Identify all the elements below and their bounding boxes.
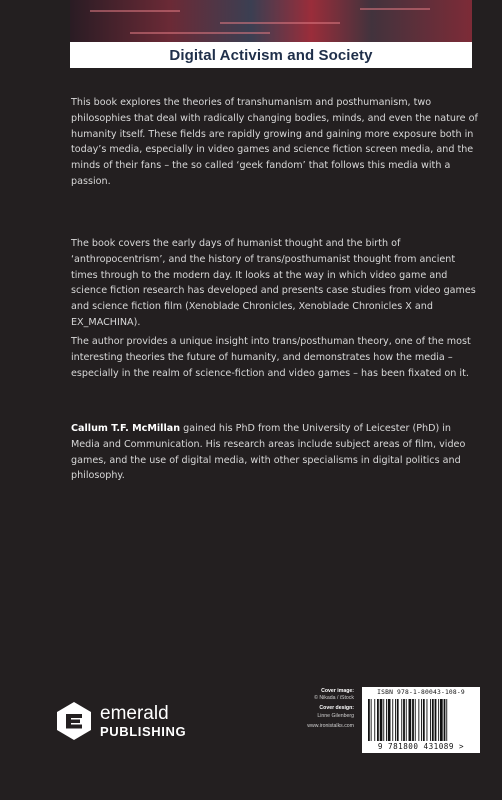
cover-image-label: Cover image: bbox=[321, 688, 354, 694]
designer-website: www.ironistalks.com bbox=[307, 722, 354, 729]
cover-image-credit: © Nikada / iStock bbox=[314, 695, 354, 702]
front-cover-image-strip bbox=[70, 0, 472, 42]
cover-design-label: Cover design: bbox=[319, 705, 354, 712]
author-bio-text: gained his PhD from the University of Leicester (PhD) in Media and Communication. His research areas include subject areas of film, video games, and the use of digital media, with other specialisms in digital politics and philosophy. bbox=[71, 423, 466, 482]
cover-credits bbox=[296, 688, 354, 730]
barcode-bar bbox=[388, 699, 391, 741]
barcode-bar bbox=[432, 699, 434, 741]
publisher-word-emerald: emerald bbox=[100, 703, 169, 724]
barcode-bar bbox=[435, 699, 437, 741]
author-bio bbox=[71, 421, 479, 484]
barcode-bar bbox=[401, 699, 402, 741]
cover-design-credit: Linne Gilenberg bbox=[317, 712, 354, 719]
barcode-bar bbox=[386, 699, 387, 741]
barcode-bar bbox=[430, 699, 431, 741]
barcode-bar bbox=[415, 699, 416, 741]
barcode-bar bbox=[421, 699, 422, 741]
barcode-bars bbox=[368, 699, 474, 741]
barcode-bar bbox=[438, 699, 439, 741]
barcode-bar bbox=[383, 699, 384, 741]
barcode-bar bbox=[444, 699, 446, 741]
barcode-bar bbox=[374, 699, 375, 741]
isbn-barcode bbox=[362, 687, 480, 753]
blurb-paragraph-3: The author provides a unique insight into trans/posthuman theory, one of the most interesting theories the future of humanity, and demonstrates how the media – especially in the realm of science-fiction and video games – has been fixated on it. bbox=[71, 336, 471, 379]
barcode-bar bbox=[446, 699, 447, 741]
barcode-bar bbox=[380, 699, 383, 741]
barcode-bar bbox=[406, 699, 407, 741]
isbn-text: ISBN 978-1-80043-108-9 bbox=[377, 689, 465, 696]
barcode-bar bbox=[368, 699, 370, 741]
publisher-name bbox=[100, 704, 186, 738]
barcode-bar bbox=[377, 699, 379, 741]
barcode-digits: 9 781800 431089 > bbox=[377, 742, 465, 751]
barcode-bar bbox=[371, 699, 372, 741]
barcode-bar bbox=[397, 699, 399, 741]
barcode-bar bbox=[403, 699, 405, 741]
barcode-bar bbox=[440, 699, 443, 741]
barcode-bar bbox=[392, 699, 393, 741]
author-name: Callum T.F. McMillan bbox=[71, 423, 181, 434]
barcode-bar bbox=[409, 699, 412, 741]
barcode-bar bbox=[412, 699, 414, 741]
series-band bbox=[70, 42, 472, 68]
blurb-paragraph-2: The book covers the early days of humanist thought and the birth of ‘anthropocentrism’, and the history of trans/posthumanist thought from ancient times through to the modern day. It looks at the way in which video game and science fiction research has developed and presents case studies from video games and science fiction film (Xenoblade Chronicles, Xenoblade Chronicles X and EX_MACHINA). bbox=[71, 238, 476, 328]
blurb-paragraph-1: This book explores the theories of transhumanism and posthumanism, two philosophies that deal with radically changing bodies, minds, and even the nature of humanity itself. These fields are rapidly growing and gaining more exposure both in today’s media, especially in video games and science fiction screen media, and the minds of their fans – the so called ‘geek fandom’ that follows this media with a passion. bbox=[71, 97, 478, 187]
series-title: Digital Activism and Society bbox=[169, 46, 373, 64]
publisher-logo bbox=[54, 700, 194, 742]
barcode-bar bbox=[423, 699, 425, 741]
barcode-bar bbox=[427, 699, 428, 741]
emerald-e-icon bbox=[54, 700, 94, 742]
barcode-bar bbox=[395, 699, 396, 741]
publisher-word-publishing: PUBLISHING bbox=[100, 724, 187, 739]
barcode-bar bbox=[418, 699, 419, 741]
